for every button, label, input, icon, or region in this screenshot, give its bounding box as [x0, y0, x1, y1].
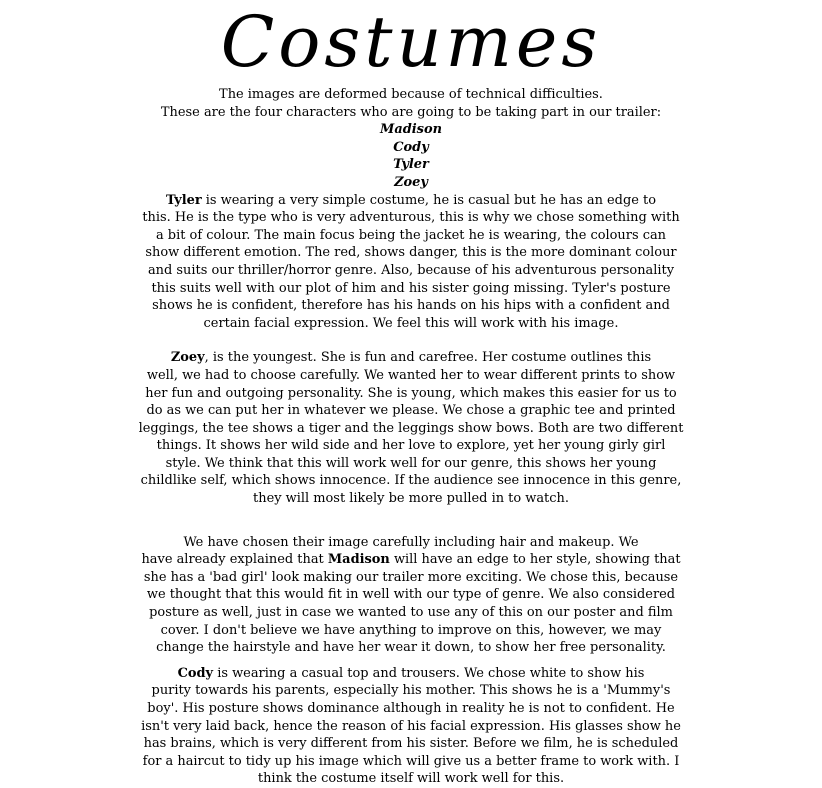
paragraph-line: for a haircut to tidy up his image which will give us a better frame to work with. I	[142, 753, 680, 769]
cody-name: Cody	[177, 665, 214, 681]
document-body	[0, 86, 822, 788]
paragraph-line: childlike self, which shows innocence. If the audience see innocence in this genre,	[140, 473, 682, 489]
cody-paragraph	[0, 665, 822, 788]
paragraph-gap	[0, 508, 822, 534]
paragraph-line: cover. I don't believe we have anything to improve on this, however, we may	[160, 622, 662, 638]
line-text: , is the youngest. She is fun and carefree. Her costume outlines this	[204, 350, 652, 366]
paragraph-line: leggings, the tee shows a tiger and the leggings show bows. Both are two different	[138, 420, 684, 436]
line-text: will have an edge to her style, showing that	[389, 552, 681, 568]
paragraph-line: and suits our thriller/horror genre. Also, because of his adventurous personality	[147, 262, 675, 278]
paragraph-line: they will most likely be more pulled in to watch.	[253, 491, 569, 507]
paragraph-line: this. He is the type who is very adventurous, this is why we chose something with	[142, 210, 680, 226]
madison-paragraph	[0, 534, 822, 657]
line-text: is wearing a casual top and trousers. We chose white to show his	[213, 665, 645, 681]
paragraph-line: this suits well with our plot of him and his sister going missing. Tyler's posture	[151, 280, 671, 296]
paragraph-line: things. It shows her wild side and her love to explore, yet her young girly girl	[156, 438, 666, 454]
paragraph-line: style. We think that this will work well for our genre, this shows her young	[165, 455, 657, 471]
paragraph-gap	[0, 332, 822, 349]
zoey-name: Zoey	[170, 350, 205, 366]
line-text: have already explained that	[141, 552, 328, 568]
paragraph-line: her fun and outgoing personality. She is young, which makes this easier for us to	[145, 385, 677, 401]
paragraph-line: she has a 'bad girl' look making our trailer more exciting. We chose this, because	[143, 569, 679, 585]
paragraph-line: a bit of colour. The main focus being the jacket he is wearing, the colours can	[155, 227, 666, 243]
paragraph-line: purity towards his parents, especially his mother. This shows he is a 'Mummy's	[151, 683, 671, 699]
paragraph-line: shows he is confident, therefore has his hands on his hips with a confident and	[152, 298, 670, 314]
paragraph-line: change the hairstyle and have her wear it down, to show her free personality.	[156, 640, 666, 656]
paragraph-line	[8, 192, 814, 210]
madison-name: Madison	[327, 552, 390, 568]
paragraph-line: we thought that this would fit in well with our type of genre. We also considered	[146, 587, 676, 603]
zoey-paragraph	[0, 349, 822, 507]
character-name-cody: Cody	[393, 139, 429, 155]
paragraph-line: isn't very laid back, hence the reason of his facial expression. His glasses show he	[141, 718, 681, 734]
paragraph-line: posture as well, just in case we wanted to use any of this on our poster and film	[149, 605, 673, 621]
paragraph-gap	[0, 657, 822, 665]
line-text: is wearing a very simple costume, he is casual but he has an edge to	[201, 192, 656, 208]
paragraph-line: boy'. His posture shows dominance although in reality he is not to confident. He	[147, 701, 675, 716]
intro-note: The images are deformed because of technical difficulties.	[219, 87, 603, 102]
character-name-tyler: Tyler	[393, 157, 429, 173]
tyler-name: Tyler	[165, 192, 202, 208]
tyler-paragraph	[0, 192, 822, 333]
character-name-zoey: Zoey	[394, 174, 428, 190]
paragraph-line: has brains, which is very different from his sister. Before we film, he is scheduled	[143, 736, 679, 752]
paragraph-line: show different emotion. The red, shows danger, this is the more dominant colour	[145, 245, 677, 261]
intro-section	[0, 86, 822, 192]
paragraph-line	[8, 551, 814, 569]
paragraph-line: well, we had to choose carefully. We wanted her to wear different prints to show	[146, 367, 676, 383]
page-title: Costumes	[220, 1, 602, 83]
intro-lead: These are the four characters who are going to be taking part in our trailer:	[160, 104, 662, 120]
paragraph-line	[8, 665, 814, 683]
paragraph-line	[8, 349, 814, 367]
paragraph-line: think the costume itself will work well for this.	[257, 771, 565, 787]
character-name-madison: Madison	[380, 122, 442, 138]
paragraph-line: We have chosen their image carefully including hair and makeup. We	[183, 534, 639, 550]
paragraph-line: do as we can put her in whatever we please. We chose a graphic tee and printed	[146, 403, 676, 419]
paragraph-line: certain facial expression. We feel this will work with his image.	[203, 315, 619, 331]
